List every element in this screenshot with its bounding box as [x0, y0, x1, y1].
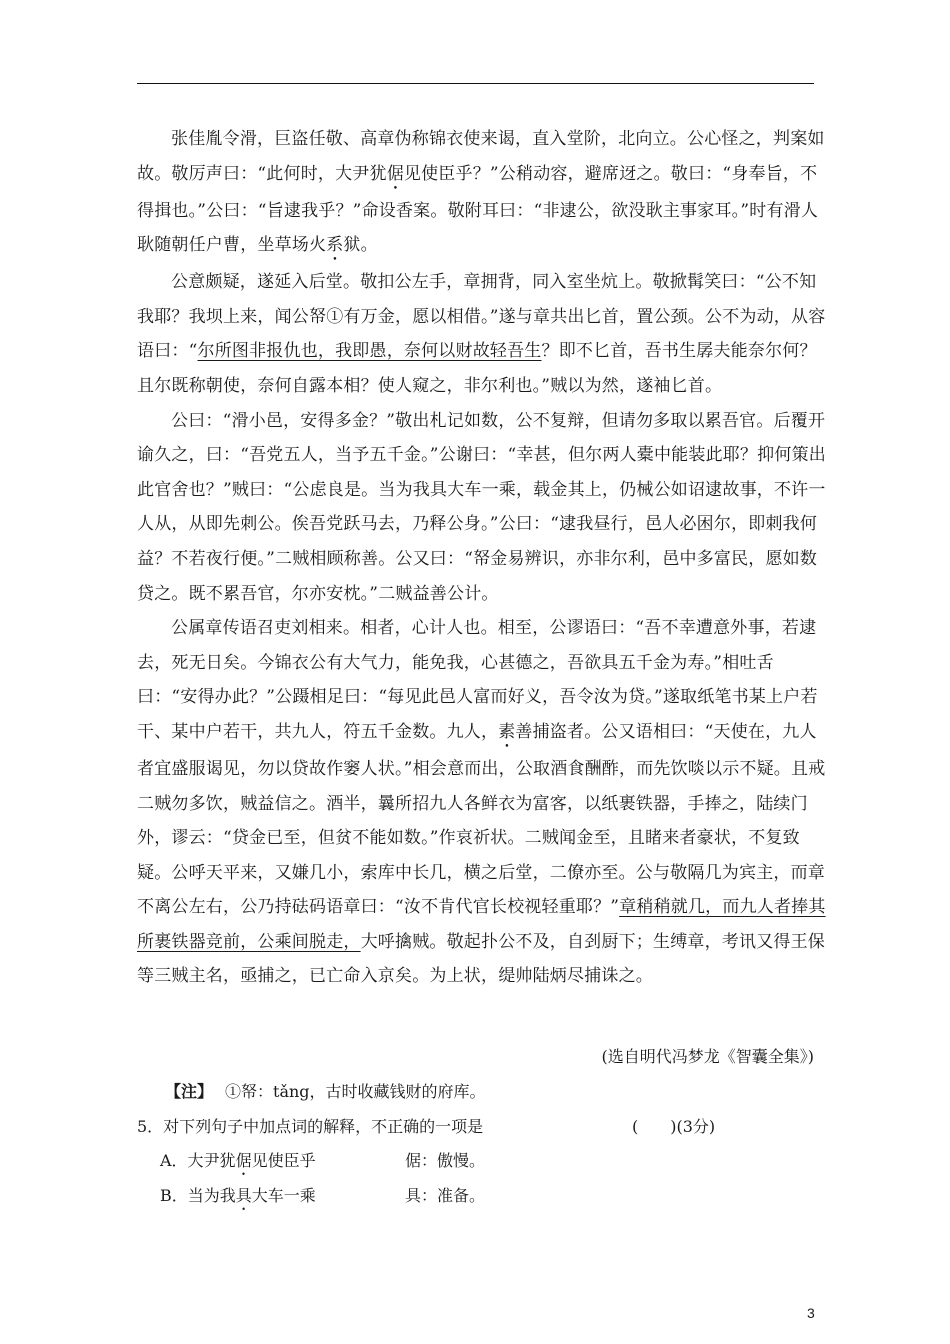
paragraph-4-text: 公属章传语召吏刘相来。相者，心计人也。相至，公谬语曰：“吾不幸遭意外事，若逮去，死无日矣。今锦衣公有大气力，能免我，心甚德之，吾欲具五千金为寿。”相吐舌曰：“安得办此？”公蹑相足曰：“每见此邑人富而好义，吾令汝为贷。”遂取纸笔书某上户若干、某中户若干，共九人，符五千金数。九人， [137, 618, 818, 742]
option-b [160, 1183, 486, 1214]
page-number: 3 [807, 1305, 815, 1321]
option-text: B．当为我 [160, 1186, 236, 1205]
paragraph-4-text: 善捕盗者。公又语相曰：“天使在，九人者宜盛服谒见，勿以贷故作窭人状。”相会意而出，公取酒食酬酢，而先饮啖以示不疑。且戒二贼勿多饮，贼益信之。酒半，曩所招九人各鲜衣为富客，以纸裹铁器，手捧之，陆续门外，谬云：“贷金已至，但贫不能如数。”作哀祈状。二贼闻金至，且睹来者豪状，不复致疑。公呼天平来，又嫌几小，索库中长几，横之后堂，二僚亦至。公与敬隔几为宾主，而章不离公左右，公乃持砝码语章曰：“汝不肯代官长校视轻重耶？” [137, 721, 826, 918]
paragraph-1-text: 张佳胤令滑，巨盗任敬、高章伪称锦衣使来谒，直入堂阶，北向立。公心怪之，判案如故。敬厉声曰：“此何时，大尹犹 [137, 129, 825, 184]
passage [137, 122, 827, 994]
option-text: 见使臣乎 [251, 1151, 316, 1170]
paragraph-3: 公曰：“滑小邑，安得多金？”敬出札记如数，公不复辩，但请勿多取以累吾官。后覆开谕久之，曰：“吾党五人，当予五千金。”公谢曰：“幸甚，但尔两人橐中能装此耶？抑何策出此官舍也？”贼曰：“公虑良是。当为我具大车一乘，载金其上，仍械公如诏逮故事，不许一人从，从即先刺公。俟吾党跃马去，乃释公身。”公曰：“逮我昼行，邑人必困尔，即刺我何益？不若夜行便。”二贼相顾称善。公又曰：“帑金易辨识，亦非尔利，邑中多富民，愿如数贷之。既不累吾官，尔亦安枕。”二贼益善公计。 [137, 410, 826, 604]
question-stem: 5．对下列句子中加点词的解释，不正确的一项是 [137, 1117, 484, 1136]
paragraph-4-text: 大呼擒贼。敬起扑公不及，自刭厨下；生缚章，考讯又得王保等三贼主名，亟捕之，已亡命入京矣。为上状，缇帅陆炳尽捕诛之。 [137, 931, 826, 987]
answer-bracket: ( )(3分) [632, 1117, 716, 1136]
option-text: A．大尹犹 [160, 1151, 236, 1170]
paragraph-2 [137, 265, 827, 403]
note-label: 【注】 [165, 1082, 214, 1101]
paragraph-1-text: 狱。 [343, 235, 378, 256]
footnote [165, 1079, 486, 1102]
option-a [160, 1148, 486, 1179]
dotted-char: 素 [498, 721, 516, 742]
dotted-char: 倨 [386, 163, 404, 184]
paragraph-1 [137, 122, 827, 265]
note-text: ①帑：tǎng，古时收藏钱财的府库。 [225, 1082, 486, 1101]
paragraph-2-text: ？即不匕首，吾书生孱夫能奈尔何？且尔既称朝使，奈何自露本相？使人窥之，非尔利也。”贼以为然，遂袖匕首。 [137, 341, 817, 396]
header-rule [137, 83, 814, 84]
paragraph-1-text: 见使臣乎？”公稍动容，避席迓之。敬曰：“身奉旨，不得揖也。”公曰：“旨逮我乎？”命设香案。敬附耳曰：“非逮公，欲没耿主事家耳。”时有滑人耿随朝任户曹，坐草场火 [137, 163, 819, 256]
option-gloss: 倨：傲慢。 [405, 1151, 486, 1170]
dotted-char: 倨 [235, 1151, 252, 1170]
paragraph-2-text: 公意颇疑，遂延入后堂。敬扣公左手，章拥背，同入室坐炕上。敬掀髯笑曰：“公不知我耶？我坝上来，闻公帑①有万金，愿以相借。”遂与章共出匕首，置公颈。公不为动，从容语曰：“ [137, 272, 826, 362]
underlined-sentence: 尔所图非报仇也，我即愚，奈何以财故轻吾生 [197, 341, 542, 362]
dotted-char: 具 [235, 1186, 252, 1205]
paragraph-4 [137, 611, 827, 994]
question-5 [137, 1114, 827, 1137]
option-gloss: 具：准备。 [405, 1186, 486, 1205]
option-text: 大车一乘 [251, 1186, 316, 1205]
dotted-char: 系 [326, 235, 344, 256]
underlined-sentence: 章稍稍就几，而九人者捧其所裹铁器竞前，公乘间脱走， [137, 897, 826, 952]
source-citation: (选自明代冯梦龙《智囊全集》) [601, 1047, 814, 1066]
